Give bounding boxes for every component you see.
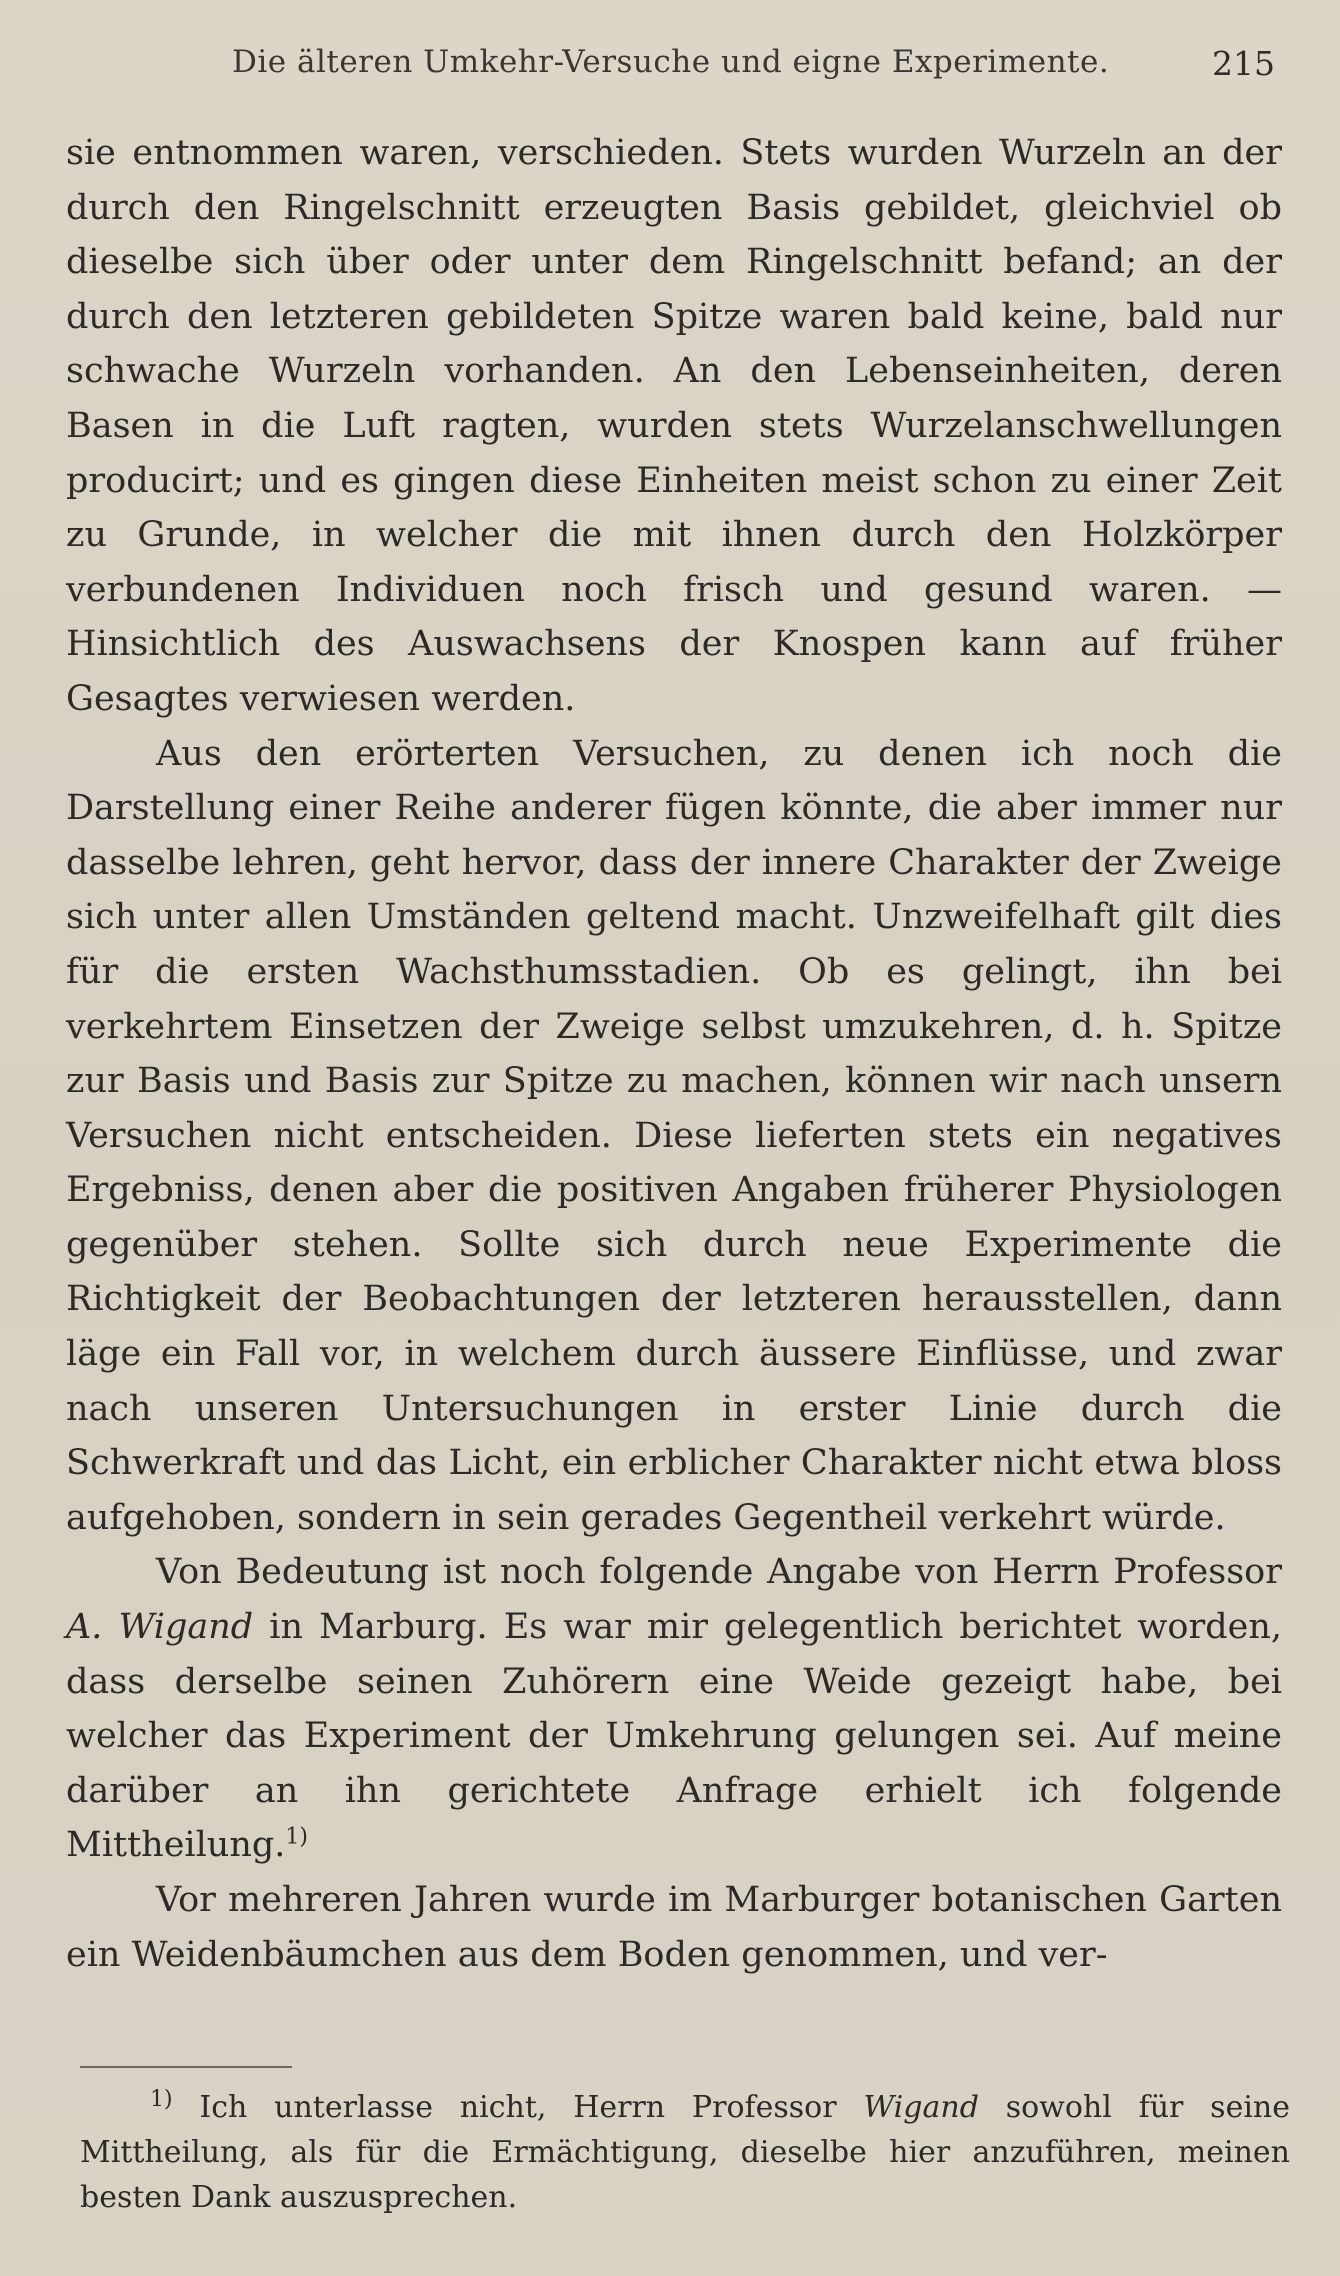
paragraph-2: Aus den erörterten Versuchen, zu denen ich noch die Darstellung einer Reihe anderer fügen könnte, die aber immer nur dasselbe lehren, geht hervor, dass der innere Charakter der Zweige sich unter allen Umständen geltend macht. Unzweifelhaft gilt dies für die ersten Wachsthumsstadien. Ob es gelingt, ihn bei verkehrtem Einsetzen der Zweige selbst umzukehren, d. h. Spitze zur Basis und Basis zur Spitze zu machen, können wir nach unsern Versuchen nicht entscheiden. Diese lieferten stets ein negatives Ergebniss, denen aber die positiven Angaben früherer Physiologen gegenüber stehen. Sollte sich durch neue Experimente die Richtigkeit der Beobachtungen der letzteren herausstellen, dann läge ein Fall vor, in welchem durch äussere Einflüsse, und zwar nach unseren Untersuchungen in erster Linie durch die Schwerkraft und das Licht, ein erblicher Charakter nicht etwa bloss aufgehoben, sondern in sein gerades Gegentheil verkehrt würde.: [66, 733, 1282, 1538]
paragraph-3-author-name: A. Wigand: [66, 1607, 254, 1648]
page-number: 215: [1212, 44, 1275, 83]
paragraph-1: sie entnommen waren, verschieden. Stets wurden Wurzeln an der durch den Ringelschnitt erzeugten Basis gebildet, gleichviel ob dieselbe sich über oder unter dem Ringelschnitt befand; an der durch den letzteren gebildeten Spitze waren bald keine, bald nur schwache Wurzeln vorhanden. An den Lebenseinheiten, deren Basen in die Luft ragten, wurden stets Wurzelanschwellungen producirt; und es gingen diese Einheiten meist schon zu einer Zeit zu Grunde, in welcher die mit ihnen durch den Holzkörper verbundenen Individuen noch frisch und gesund waren. — Hinsichtlich des Auswachsens der Knospen kann auf früher Gesagtes verwiesen werden.: [66, 133, 1282, 719]
paragraph-3: [66, 1545, 1282, 1873]
footnote-text-a: Ich unterlasse nicht, Herrn Professor: [172, 2090, 864, 2125]
footnote-reference: 1): [285, 1824, 309, 1850]
footnote-author-name: Wigand: [863, 2090, 979, 2125]
footnote: [80, 2085, 1290, 2220]
running-head: Die älteren Umkehr-Versuche und eigne Experimente.: [232, 44, 1110, 80]
paragraph-3-text-a: Von Bedeutung ist noch folgende Angabe von Herrn Professor: [156, 1552, 1282, 1593]
footnote-text-b: sowohl für seine Mittheilung, als für die Ermächtigung, dieselbe hier anzuführen, meinen besten Dank auszusprechen.: [80, 2090, 1290, 2215]
footnote-divider: [80, 2066, 292, 2068]
footnote-marker: 1): [150, 2087, 173, 2112]
paragraph-3-text-b: in Marburg. Es war mir gelegentlich berichtet worden, dass derselbe seinen Zuhörern eine Weide gezeigt habe, bei welcher das Experiment der Umkehrung gelungen sei. Auf meine darüber an ihn gerichtete Anfrage erhielt ich folgende Mittheilung.: [66, 1607, 1282, 1866]
paragraph-4: Vor mehreren Jahren wurde im Marburger botanischen Garten ein Weidenbäumchen aus dem Boden genommen, und ver-: [66, 1880, 1282, 1975]
body-text: [66, 126, 1282, 1982]
